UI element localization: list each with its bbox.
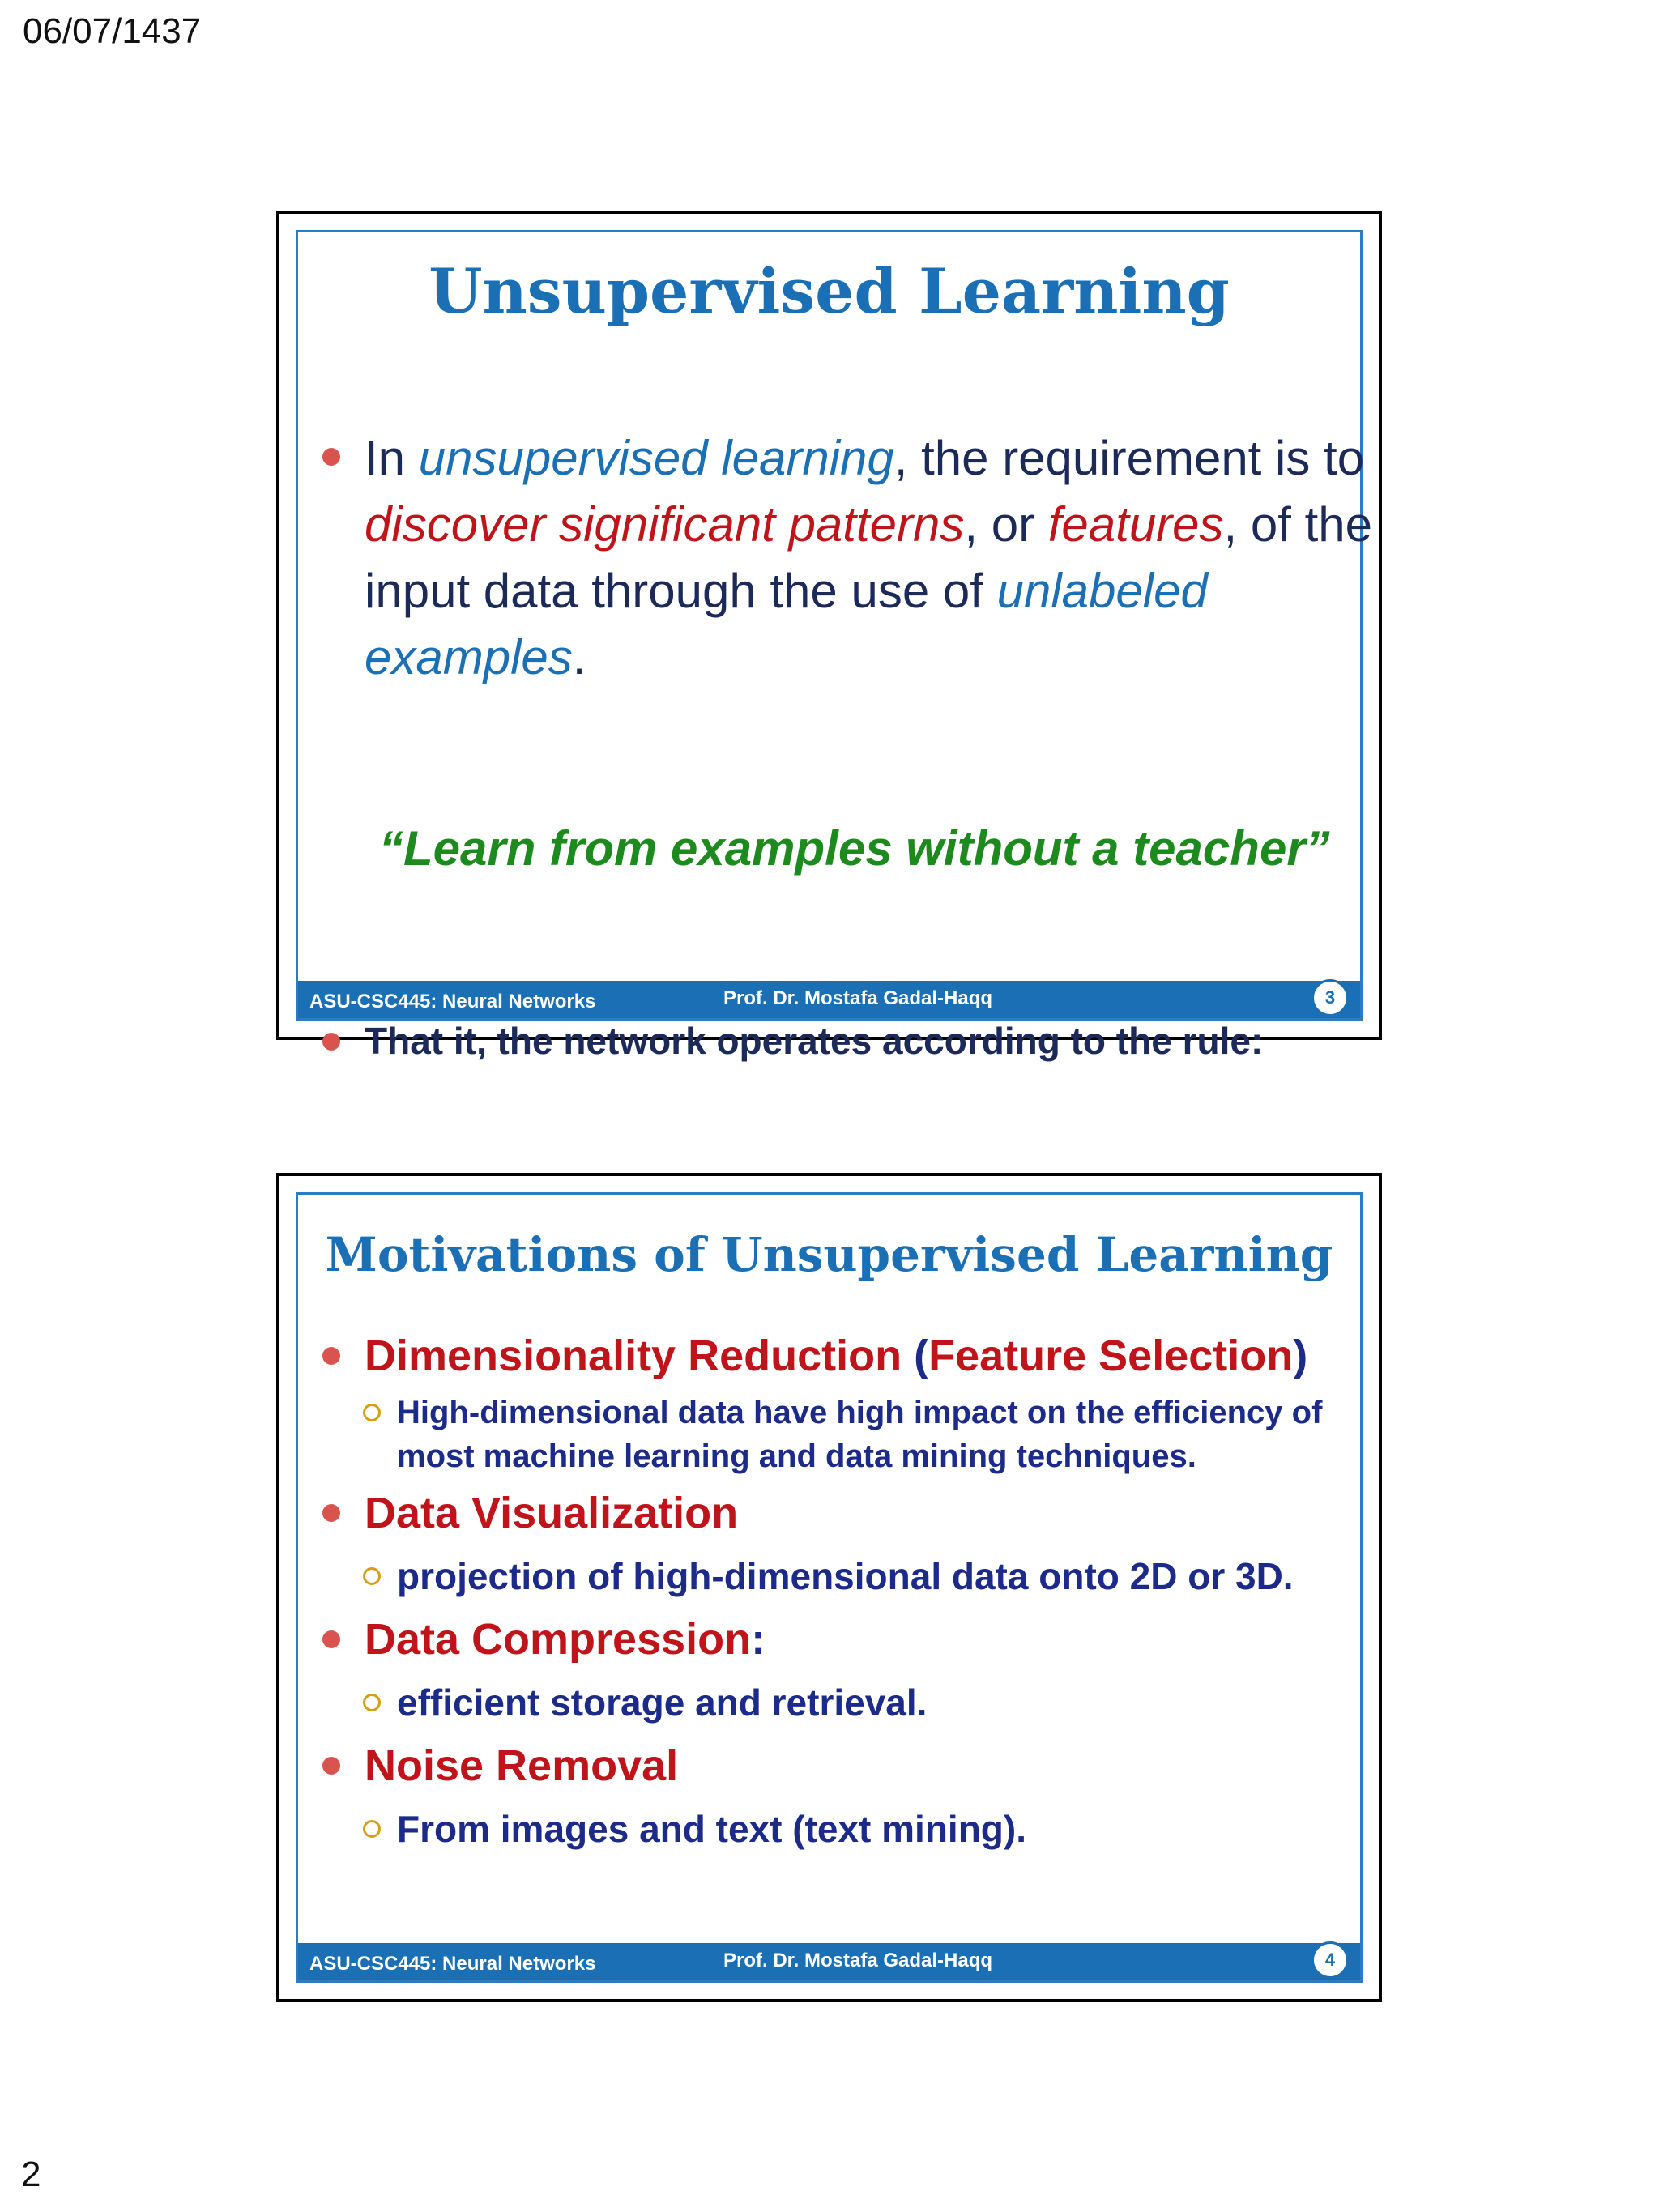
bullet-dot-icon (322, 1347, 340, 1365)
footer-course: ASU-CSC445: Neural Networks (309, 1953, 596, 1975)
bullet-dot-icon (322, 448, 340, 466)
sub-bullet-icon (363, 1820, 381, 1838)
list-item (316, 1608, 1344, 1671)
term-discover-patterns: discover significant patterns (365, 497, 965, 552)
sub-list-item (316, 1671, 1344, 1734)
list-item (316, 1734, 1344, 1797)
slide-footer (298, 1943, 1360, 1980)
sub-bullet-icon (363, 1404, 381, 1421)
bullet-text-5: . (572, 630, 586, 684)
item-data-compression: Data Compression (365, 1615, 752, 1664)
sub-item-text: efficient storage and retrieval. (397, 1681, 928, 1724)
slide-4 (276, 1173, 1382, 2002)
bullet-text-2: , the requirement is to (893, 431, 1365, 485)
slide-number: 3 (1311, 979, 1349, 1016)
list-item (316, 1481, 1344, 1545)
footer-course: ASU-CSC445: Neural Networks (309, 991, 596, 1012)
bullet-text-3: , or (964, 497, 1048, 552)
sub-bullet-icon (363, 1694, 381, 1711)
sub-bullet-icon (363, 1567, 381, 1585)
bullet-rule-text: That it, the network operates according to the rule: (365, 1020, 1264, 1062)
item-data-visualization: Data Visualization (365, 1489, 739, 1537)
slide-footer (298, 981, 1360, 1018)
bullet-dot-icon (322, 1630, 340, 1648)
bullet-definition (316, 425, 1378, 691)
page-date: 06/07/1437 (23, 11, 202, 51)
item-colon: : (751, 1615, 766, 1664)
page-number: 2 (21, 2154, 41, 2194)
bullet-dot-icon (322, 1757, 340, 1775)
bullet-rule (316, 1016, 1378, 1065)
list-item (316, 1324, 1344, 1387)
sub-list-item (316, 1545, 1344, 1608)
slide-4-title: Motivations of Unsupervised Learning (325, 1227, 1333, 1282)
term-unsupervised-learning: unsupervised learning (418, 431, 894, 485)
sub-list-item (316, 1391, 1344, 1478)
motivation-list (316, 1324, 1344, 1860)
slide-3-title: Unsupervised Learning (429, 255, 1230, 327)
slide-3 (276, 211, 1382, 1062)
slide-3-content (296, 230, 1372, 1062)
item-noise-removal: Noise Removal (365, 1741, 679, 1790)
item-feature-selection: Feature Selection (928, 1332, 1294, 1380)
item-paren-close: ) (1293, 1332, 1308, 1380)
term-features: features (1047, 497, 1224, 552)
sub-item-text: projection of high-dimensional data onto 2D or 3D. (397, 1555, 1294, 1597)
slide-number: 4 (1311, 1941, 1349, 1979)
bullet-dot-icon (322, 1033, 340, 1051)
item-paren-open: ( (902, 1332, 929, 1380)
sub-item-text: From images and text (text mining). (397, 1808, 1026, 1850)
item-dimensionality-reduction: Dimensionality Reduction (365, 1332, 902, 1380)
term-unlabeled-examples: unlabeled examples (365, 564, 1208, 684)
bullet-text-4: , of the input data through the use of (365, 497, 1372, 618)
rule-quote: “Learn from examples without a teacher” (379, 821, 1330, 876)
sub-item-text: High-dimensional data have high impact on the efficiency of most machine learning and data mining techniques. (397, 1395, 1323, 1474)
footer-author: Prof. Dr. Mostafa Gadal-Haqq (723, 987, 993, 1009)
sub-list-item (316, 1797, 1344, 1860)
slide-4-content (296, 1192, 1363, 1983)
bullet-dot-icon (322, 1504, 340, 1522)
bullet-text-1: In (365, 431, 419, 485)
footer-author: Prof. Dr. Mostafa Gadal-Haqq (723, 1950, 993, 1971)
